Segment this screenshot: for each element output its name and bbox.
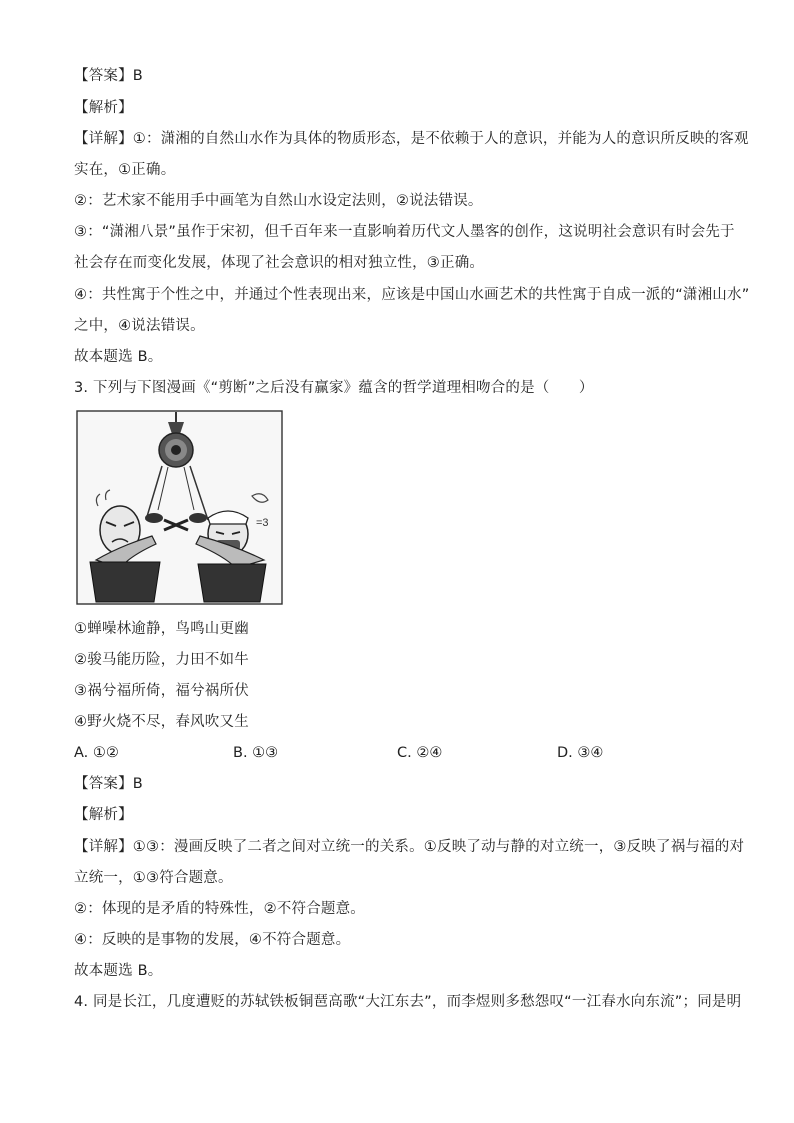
q3-option-b: B. ①③ xyxy=(233,745,279,761)
q3-item-3: ③祸兮福所倚，福兮祸所伏 xyxy=(74,683,249,699)
q2-detail-2: ②：艺术家不能用手中画笔为自然山水设定法则，②说法错误。 xyxy=(74,193,483,209)
q2-detail-1b: 实在，①正确。 xyxy=(74,162,176,178)
q2-detail-1a: 【详解】①：潇湘的自然山水作为具体的物质形态，是不依赖于人的意识，并能为人的意识所反映的客观 xyxy=(74,131,749,147)
q2-detail-4b: 之中，④说法错误。 xyxy=(74,318,205,334)
q4-stem: 4. 同是长江，几度遭贬的苏轼铁板铜琶高歌“大江东去”，而李煜则多愁怨叹“一江春水向东流”；同是明 xyxy=(74,994,742,1010)
q3-option-d: D. ③④ xyxy=(557,745,604,761)
cartoon-sketch-mark: =3 xyxy=(256,517,269,529)
q3-stem: 3. 下列与下图漫画《“剪断”之后没有赢家》蕴含的哲学道理相吻合的是（ ） xyxy=(74,380,594,396)
q2-analysis-heading: 【解析】 xyxy=(74,100,133,116)
q3-option-c: C. ②④ xyxy=(397,745,443,761)
q3-answer: 【答案】B xyxy=(74,776,143,792)
q3-conclusion: 故本题选 B。 xyxy=(74,963,163,979)
q3-item-1: ①蝉噪林逾静，鸟鸣山更幽 xyxy=(74,621,249,637)
q3-option-a: A. ①② xyxy=(74,745,119,761)
q3-analysis-heading: 【解析】 xyxy=(74,807,133,823)
q2-detail-4a: ④：共性寓于个性之中，并通过个性表现出来，应该是中国山水画艺术的共性寓于自成一派的“潇湘山水” xyxy=(74,287,750,303)
q2-detail-3b: 社会存在而变化发展，体现了社会意识的相对独立性，③正确。 xyxy=(74,255,485,271)
q2-answer: 【答案】B xyxy=(74,68,143,84)
q3-detail-2: ②：体现的是矛盾的特殊性，②不符合题意。 xyxy=(74,901,365,917)
q3-detail-1b: 立统一，①③符合题意。 xyxy=(74,870,233,886)
q3-item-2: ②骏马能历险，力田不如牛 xyxy=(74,652,249,668)
q3-detail-1a: 【详解】①③：漫画反映了二者之间对立统一的关系。①反映了动与静的对立统一，③反映了祸与福的对 xyxy=(74,839,745,855)
q3-item-4: ④野火烧不尽，春风吹又生 xyxy=(74,714,249,730)
cut-no-winner-cartoon xyxy=(76,410,284,606)
q3-detail-3: ④：反映的是事物的发展，④不符合题意。 xyxy=(74,932,351,948)
q2-detail-3a: ③：“潇湘八景”虽作于宋初，但千百年来一直影响着历代文人墨客的创作，这说明社会意识有时会先于 xyxy=(74,224,735,240)
q2-conclusion: 故本题选 B。 xyxy=(74,349,163,365)
